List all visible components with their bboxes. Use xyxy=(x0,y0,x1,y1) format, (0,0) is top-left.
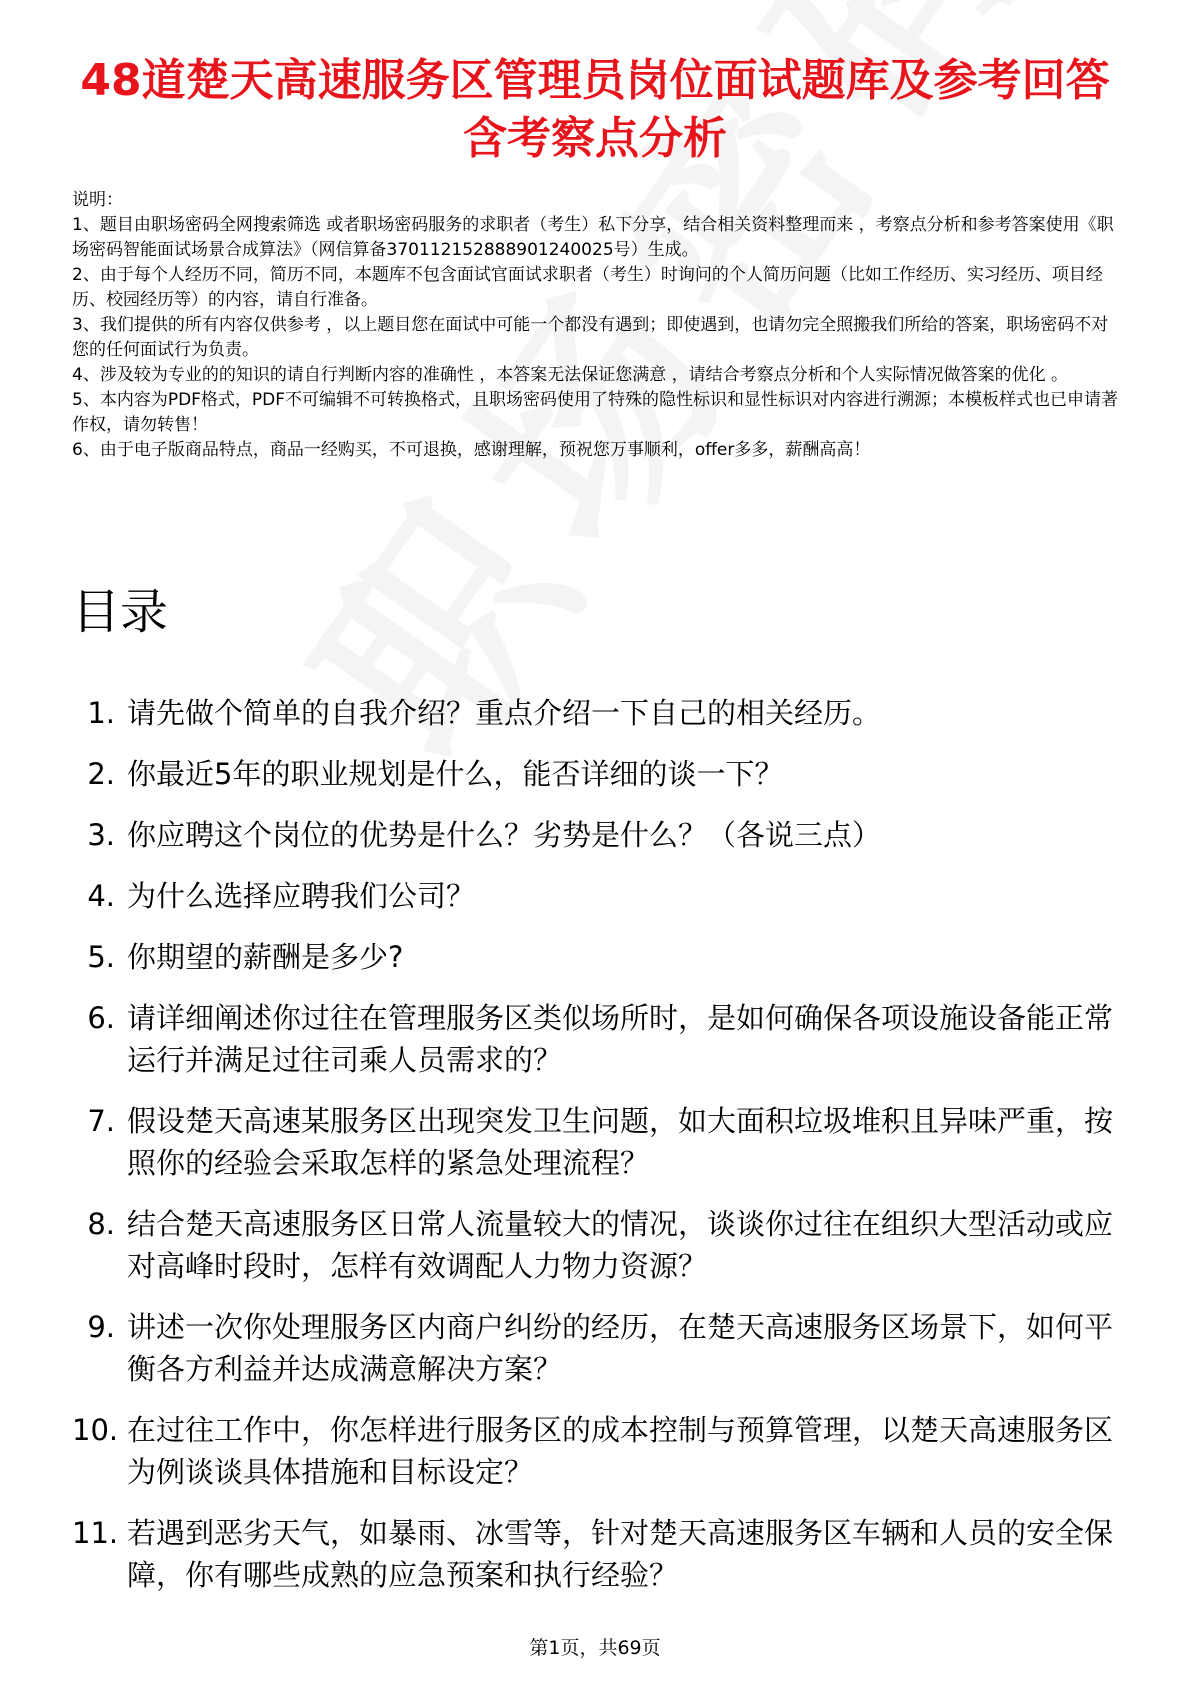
document-title: 48道楚天高速服务区管理员岗位面试题库及参考回答含考察点分析 xyxy=(80,55,1110,164)
toc-item-number: 6. xyxy=(87,1001,115,1035)
page-footer: 第1页，共69页 xyxy=(529,1637,661,1659)
toc-item[interactable] xyxy=(72,936,1132,978)
toc-item-text: 为什么选择应聘我们公司？ xyxy=(127,879,476,913)
toc-item-number: 10. xyxy=(72,1413,119,1447)
toc-item-text: 你应聘这个岗位的优势是什么？劣势是什么？（各说三点） xyxy=(127,818,882,852)
toc-item-text: 请先做个简单的自我介绍？重点介绍一下自己的相关经历。 xyxy=(127,696,882,730)
toc-item-text: 若遇到恶劣天气，如暴雨、冰雪等，针对楚天高速服务区车辆和人员的安全保障，你有哪些成熟的应急预案和执行经验？ xyxy=(127,1516,1114,1592)
toc-item-text: 讲述一次你处理服务区内商户纠纷的经历，在楚天高速服务区场景下，如何平衡各方利益并达成满意解决方案？ xyxy=(127,1310,1114,1386)
toc-item[interactable] xyxy=(72,814,1132,856)
toc-item-number: 11. xyxy=(72,1516,119,1550)
toc-item[interactable] xyxy=(72,692,1132,734)
notes-section xyxy=(72,188,1122,463)
notes-heading: 说明： xyxy=(72,190,123,210)
toc-item[interactable] xyxy=(72,1409,1132,1493)
toc-item-number: 9. xyxy=(87,1310,115,1344)
toc-item-text: 假设楚天高速某服务区出现突发卫生问题，如大面积垃圾堆积且异味严重，按照你的经验会采取怎样的紧急处理流程？ xyxy=(127,1104,1114,1180)
toc-item-number: 5. xyxy=(87,940,115,974)
note-item: 4、涉及较为专业的的知识的请自行判断内容的准确性 ，本答案无法保证您满意 ，请结合考察点分析和个人实际情况做答案的优化 。 xyxy=(72,365,1069,385)
toc-item-number: 2. xyxy=(87,757,115,791)
toc-item[interactable] xyxy=(72,753,1132,795)
toc-item[interactable] xyxy=(72,1512,1132,1596)
note-item: 1、题目由职场密码全网搜索筛选 或者职场密码服务的求职者（考生）私下分享，结合相关资料整理而来 ，考察点分析和参考答案使用《职场密码智能面试场景合成算法》（网信算备370112152888901240025号）生成。 xyxy=(72,215,1114,260)
toc-item-number: 1. xyxy=(87,696,115,730)
toc-item-number: 4. xyxy=(87,879,115,913)
toc-heading: 目录 xyxy=(72,584,169,640)
toc-item-text: 你期望的薪酬是多少? xyxy=(127,940,404,974)
toc-item-text: 结合楚天高速服务区日常人流量较大的情况，谈谈你过往在组织大型活动或应对高峰时段时，怎样有效调配人力物力资源？ xyxy=(127,1207,1114,1283)
toc-item-text: 你最近5年的职业规划是什么，能否详细的谈一下？ xyxy=(127,757,784,791)
toc-item[interactable] xyxy=(72,1306,1132,1390)
toc-list xyxy=(72,692,1132,1615)
note-item: 3、我们提供的所有内容仅供参考 ，以上题目您在面试中可能一个都没有遇到；即使遇到，也请勿完全照搬我们所给的答案，职场密码不对您的任何面试行为负责。 xyxy=(72,315,1109,360)
toc-item[interactable] xyxy=(72,997,1132,1081)
note-item: 2、由于每个人经历不同，简历不同，本题库不包含面试官面试求职者（考生）时询问的个人简历问题（比如工作经历、实习经历、项目经历、校园经历等）的内容，请自行准备。 xyxy=(72,265,1103,310)
toc-item-text: 请详细阐述你过往在管理服务区类似场所时，是如何确保各项设施设备能正常运行并满足过往司乘人员需求的？ xyxy=(127,1001,1114,1077)
toc-item[interactable] xyxy=(72,1100,1132,1184)
note-item: 6、由于电子版商品特点，商品一经购买，不可退换，感谢理解，预祝您万事顺利，offer多多，薪酬高高！ xyxy=(72,440,871,460)
toc-item[interactable] xyxy=(72,1203,1132,1287)
toc-item-number: 7. xyxy=(87,1104,115,1138)
toc-item-number: 3. xyxy=(87,818,115,852)
toc-item-text: 在过往工作中，你怎样进行服务区的成本控制与预算管理，以楚天高速服务区为例谈谈具体措施和目标设定？ xyxy=(127,1413,1114,1489)
toc-item-number: 8. xyxy=(87,1207,115,1241)
note-item: 5、本内容为PDF格式，PDF不可编辑不可转换格式，且职场密码使用了特殊的隐性标识和显性标识对内容进行溯源；本模板样式也已申请著作权，请勿转售！ xyxy=(72,390,1119,435)
toc-item[interactable] xyxy=(72,875,1132,917)
